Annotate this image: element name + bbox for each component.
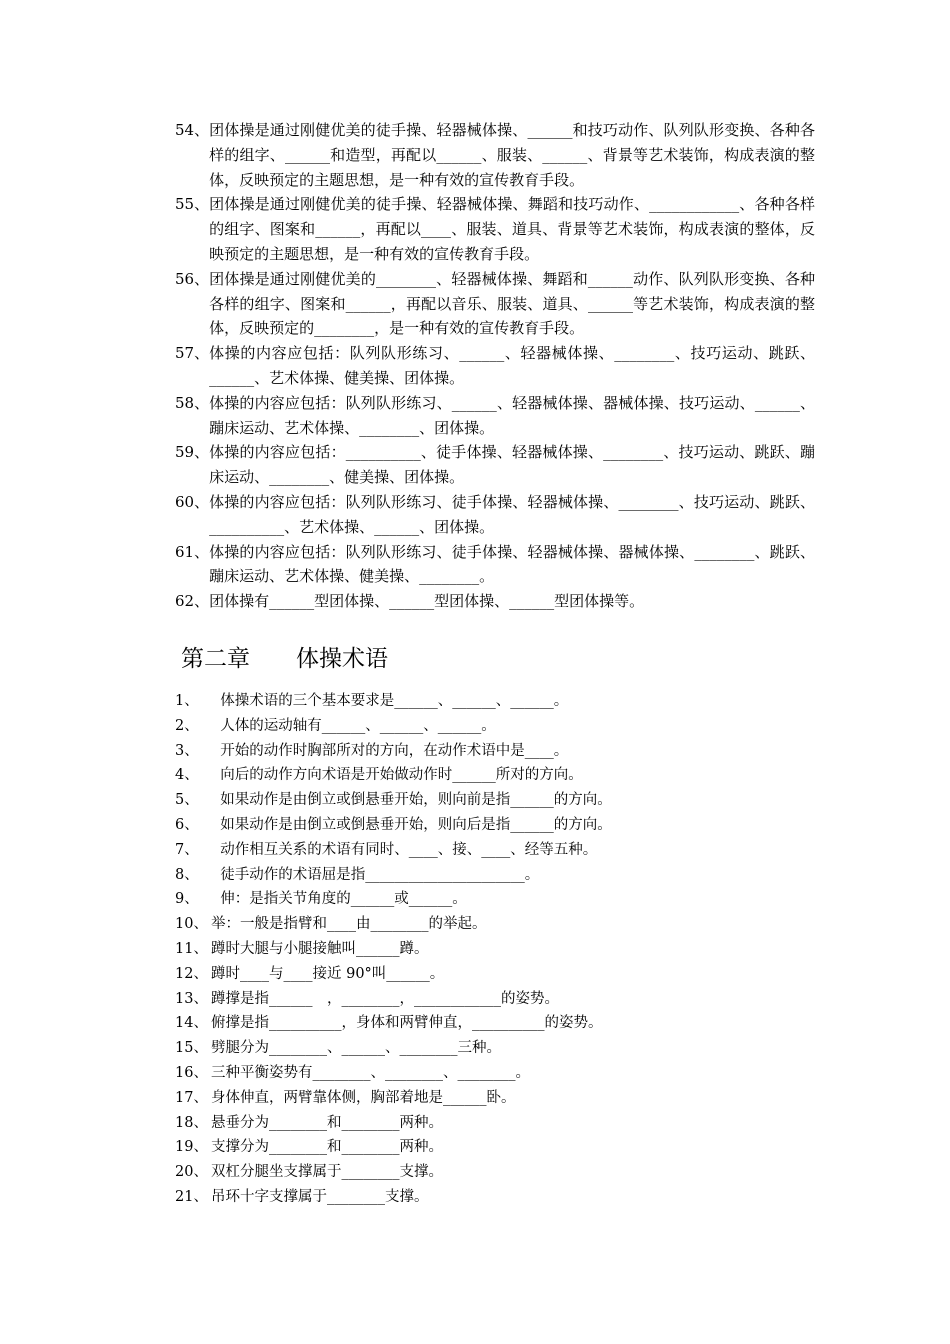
question-item <box>175 118 815 192</box>
fill-blank-questions-part1 <box>175 118 815 614</box>
question-number: 5、 <box>175 792 199 809</box>
question-item <box>175 1111 815 1136</box>
question-text: 双杠分腿坐支撑属于________支撑。 <box>211 1164 443 1181</box>
question-text: 团体操是通过刚健优美的________、轻器械体操、舞蹈和______动作、队列队形变换、各种各样的组字、图案和______，再配以音乐、服装、道具、______等艺术装饰，构成表演的整体，反映预定的________，是一种有效的宣传教育手段。 <box>209 269 815 338</box>
question-number: 17、 <box>175 1089 208 1106</box>
question-item <box>175 887 815 912</box>
question-item <box>175 1135 815 1160</box>
question-item <box>175 838 815 863</box>
question-text: 蹲撑是指______ ，________，____________的姿势。 <box>211 990 559 1007</box>
question-number: 54、 <box>175 121 210 139</box>
question-item <box>175 490 815 540</box>
question-number: 55、 <box>175 195 210 214</box>
question-number: 12、 <box>175 965 208 982</box>
question-number: 18、 <box>175 1114 208 1131</box>
question-text: 体操的内容应包括：队列队形练习、______、轻器械体操、器械体操、技巧运动、______、蹦床运动、艺术体操、________、团体操。 <box>209 393 815 437</box>
question-text: 团体操是通过刚健优美的徒手操、轻器械体操、______和技巧动作、队列队形变换、各种各样的组字、______和造型，再配以______、服装、______、背景等艺术装饰，构成表演的整体，反映预定的主题思想，是一种有效的宣传教育手段。 <box>209 121 815 189</box>
question-text: 体操的内容应包括：__________、徒手体操、轻器械体操、________、技巧运动、跳跃、蹦床运动、________、健美操、团体操。 <box>209 443 815 487</box>
question-text: 开始的动作时胸部所对的方向，在动作术语中是____。 <box>211 742 569 759</box>
question-item <box>175 788 815 813</box>
question-text: 蹲时大腿与小腿接触叫______蹲。 <box>211 940 429 957</box>
question-item <box>175 763 815 788</box>
question-text: 团体操有______型团体操、______型团体操、______型团体操等。 <box>209 592 645 611</box>
question-number: 1、 <box>175 693 199 709</box>
question-number: 60、 <box>175 492 210 511</box>
question-item <box>175 912 815 937</box>
question-item <box>175 192 815 266</box>
question-item <box>175 962 815 987</box>
question-text: 悬垂分为________和________两种。 <box>211 1114 443 1131</box>
question-number: 14、 <box>175 1015 208 1032</box>
question-item <box>175 1061 815 1086</box>
question-number: 6、 <box>175 816 199 833</box>
question-text: 人体的运动轴有______、______、______。 <box>211 717 496 734</box>
question-text: 俯撑是指__________，身体和两臂伸直，__________的姿势。 <box>211 1015 603 1032</box>
question-text: 向后的动作方向术语是开始做动作时______所对的方向。 <box>211 767 583 784</box>
question-item <box>175 1160 815 1185</box>
question-item <box>175 1185 815 1210</box>
question-item <box>175 1086 815 1111</box>
question-item <box>175 1036 815 1061</box>
question-text: 体操的内容应包括：队列队形练习、______、轻器械体操、________、技巧运动、跳跃、______、艺术体操、健美操、团体操。 <box>209 344 815 387</box>
question-number: 21、 <box>175 1188 208 1205</box>
question-number: 3、 <box>175 742 199 759</box>
question-item <box>175 267 815 341</box>
question-item <box>175 589 815 614</box>
question-number: 11、 <box>175 940 208 957</box>
question-number: 15、 <box>175 1040 208 1057</box>
fill-blank-questions-part2 <box>175 689 815 1210</box>
question-text: 伸：是指关节角度的______或______。 <box>211 891 467 908</box>
question-item <box>175 739 815 764</box>
question-item <box>175 863 815 888</box>
question-number: 61、 <box>175 542 210 561</box>
question-number: 4、 <box>175 767 199 784</box>
question-item <box>175 341 815 391</box>
question-text: 劈腿分为________、______、________三种。 <box>211 1040 501 1057</box>
question-text: 如果动作是由倒立或倒悬垂开始，则向后是指______的方向。 <box>211 816 612 833</box>
question-text: 动作相互关系的术语有同时、____、接、____、经等五种。 <box>211 841 598 858</box>
question-item <box>175 937 815 962</box>
question-number: 2、 <box>175 717 199 734</box>
question-item <box>175 540 815 590</box>
question-text: 体操的内容应包括：队列队形练习、徒手体操、轻器械体操、________、技巧运动、跳跃、__________、艺术体操、______、团体操。 <box>209 492 815 536</box>
question-number: 20、 <box>175 1164 208 1181</box>
question-text: 体操的内容应包括：队列队形练习、徒手体操、轻器械体操、器械体操、________、跳跃、蹦床运动、艺术体操、健美操、________。 <box>209 542 815 586</box>
question-text: 三种平衡姿势有________、________、________。 <box>211 1064 530 1081</box>
question-item <box>175 689 815 714</box>
question-item <box>175 1011 815 1036</box>
question-text: 蹲时____与____接近 90°叫______。 <box>211 965 445 982</box>
question-number: 16、 <box>175 1064 208 1081</box>
question-number: 10、 <box>175 916 208 933</box>
question-item <box>175 813 815 838</box>
question-text: 身体伸直，两臂靠体侧，胸部着地是______卧。 <box>211 1089 516 1106</box>
question-number: 62、 <box>175 592 210 611</box>
question-item <box>175 391 815 441</box>
question-text: 体操术语的三个基本要求是______、______、______。 <box>211 693 569 709</box>
question-number: 19、 <box>175 1139 208 1156</box>
question-text: 吊环十字支撑属于________支撑。 <box>211 1188 429 1205</box>
question-number: 8、 <box>175 866 199 883</box>
question-number: 57、 <box>175 344 210 363</box>
question-number: 13、 <box>175 990 208 1007</box>
question-text: 如果动作是由倒立或倒悬垂开始，则向前是指______的方向。 <box>211 792 612 809</box>
question-item <box>175 440 815 490</box>
question-text: 团体操是通过刚健优美的徒手操、轻器械体操、舞蹈和技巧动作、____________、各种各样的组字、图案和______，再配以____、服装、道具、背景等艺术装饰，构成表演的整体，反映预定的主题思想，是一种有效的宣传教育手段。 <box>209 195 815 263</box>
question-text: 支撑分为________和________两种。 <box>211 1139 443 1156</box>
chapter-heading: 第二章 体操术语 <box>181 646 388 672</box>
question-number: 7、 <box>175 841 199 858</box>
question-item <box>175 714 815 739</box>
question-number: 59、 <box>175 443 210 462</box>
question-number: 56、 <box>175 269 210 288</box>
question-text: 徒手动作的术语屈是指______________________。 <box>211 866 540 883</box>
question-number: 9、 <box>175 891 199 908</box>
question-text: 举：一般是指臂和____由________的举起。 <box>211 916 487 933</box>
question-number: 58、 <box>175 393 210 412</box>
question-item <box>175 987 815 1012</box>
